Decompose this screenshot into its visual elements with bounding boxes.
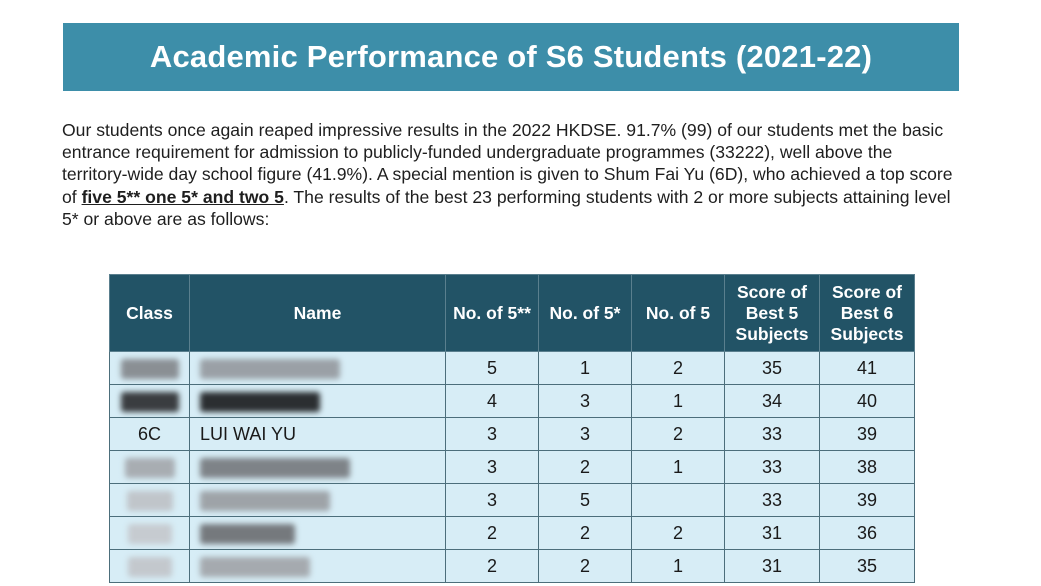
cell-no-5: 2 [632,517,725,550]
cell-no-5-double-star: 3 [446,418,539,451]
redacted-class [121,359,179,379]
cell-name [190,385,446,418]
cell-class [110,352,190,385]
cell-name: LUI WAI YU [190,418,446,451]
cell-best6: 40 [820,385,915,418]
header-no-of-5: No. of 5 [632,275,725,352]
table-header-row [110,275,915,352]
cell-no-5-star: 5 [539,484,632,517]
header-best-5-score: Score of Best 5 Subjects [725,275,820,352]
cell-best6: 39 [820,418,915,451]
redacted-name [200,359,340,379]
title-banner [63,23,959,91]
cell-no-5-double-star: 2 [446,550,539,583]
cell-name [190,517,446,550]
cell-no-5-double-star: 5 [446,352,539,385]
header-no-of-5-double-star: No. of 5** [446,275,539,352]
intro-emphasis: five 5** one 5* and two 5 [81,186,284,207]
table-row [110,385,915,418]
cell-name [190,484,446,517]
cell-no-5-double-star: 2 [446,517,539,550]
cell-class: 6C [110,418,190,451]
header-best-6-score: Score of Best 6 Subjects [820,275,915,352]
cell-no-5: 2 [632,352,725,385]
cell-best6: 36 [820,517,915,550]
cell-no-5-star: 2 [539,451,632,484]
cell-name [190,352,446,385]
results-table [109,274,915,583]
table-row [110,550,915,583]
cell-class [110,385,190,418]
table-row [110,451,915,484]
redacted-name [200,524,295,544]
cell-no-5: 2 [632,418,725,451]
redacted-name [200,557,310,577]
cell-best5: 33 [725,418,820,451]
redacted-class [121,392,179,412]
header-no-of-5-star: No. of 5* [539,275,632,352]
cell-no-5-star: 2 [539,517,632,550]
cell-no-5: 1 [632,550,725,583]
cell-best5: 31 [725,550,820,583]
table-row [110,418,915,451]
cell-no-5-double-star: 3 [446,484,539,517]
redacted-class [128,557,172,577]
cell-no-5-star: 3 [539,385,632,418]
redacted-class [127,491,173,511]
redacted-class [128,524,172,544]
cell-class [110,484,190,517]
table-row [110,517,915,550]
header-class: Class [110,275,190,352]
cell-name [190,451,446,484]
redacted-name [200,491,330,511]
cell-no-5-star: 2 [539,550,632,583]
table-row [110,484,915,517]
redacted-name [200,392,320,412]
cell-no-5: 1 [632,385,725,418]
cell-best5: 33 [725,484,820,517]
cell-no-5-double-star: 3 [446,451,539,484]
table-row [110,352,915,385]
cell-no-5 [632,484,725,517]
cell-best6: 39 [820,484,915,517]
cell-best5: 34 [725,385,820,418]
cell-class [110,517,190,550]
cell-best5: 35 [725,352,820,385]
intro-paragraph [62,119,962,230]
redacted-name [200,458,350,478]
cell-best6: 41 [820,352,915,385]
cell-class [110,550,190,583]
header-name: Name [190,275,446,352]
intro-text-before: Our students once again reaped impressive results in the 2022 HKDSE. 91.7% (99) of our students met the basic entrance requirement for admission to publicly-funded undergraduate programmes (33222), well above the territory-wide day school figure (41.9%). A special mention is given to Shum Fai Yu (6D), who achieved a top score of [62,120,953,207]
redacted-class [125,458,175,478]
cell-no-5: 1 [632,451,725,484]
cell-name [190,550,446,583]
cell-class [110,451,190,484]
intro-text-after: . The results of the best 23 performing students with 2 or more subjects attaining level 5* or above are as follows: [62,186,951,229]
page-title: Academic Performance of S6 Students (2021-22) [149,39,873,74]
cell-best6: 35 [820,550,915,583]
cell-best5: 33 [725,451,820,484]
cell-no-5-star: 3 [539,418,632,451]
cell-no-5-star: 1 [539,352,632,385]
cell-best6: 38 [820,451,915,484]
cell-no-5-double-star: 4 [446,385,539,418]
cell-best5: 31 [725,517,820,550]
